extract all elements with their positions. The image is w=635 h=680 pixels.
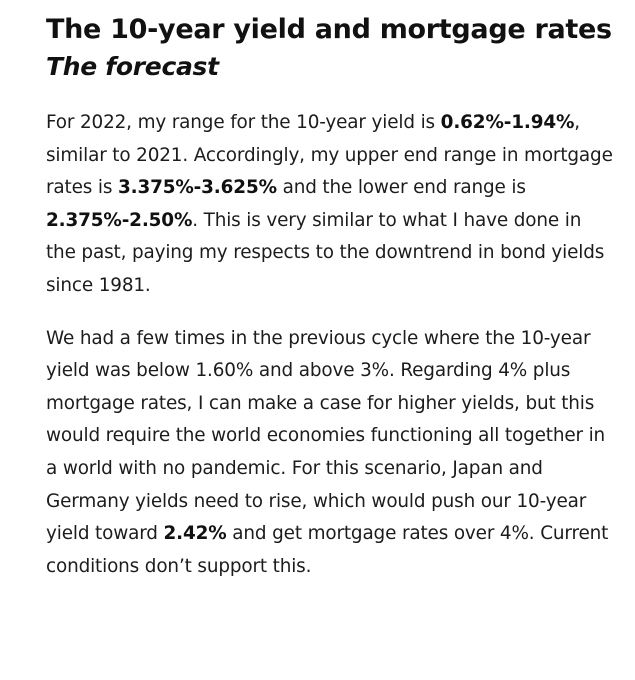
paragraph-text: , similar to 2021. Accordingly, my upper end range in mortgage rates is	[46, 112, 613, 199]
yield-range-highlight: 0.62%-1.94%	[440, 112, 575, 133]
article	[46, 10, 616, 603]
yield-target-highlight: 2.42%	[163, 523, 227, 545]
upper-mortgage-range-highlight: 3.375%-3.625%	[117, 177, 277, 199]
paragraph-text: . This is very similar to what I have done in the past, paying my respects to the downtrend in bond yields since 1981.	[46, 209, 605, 296]
paragraph-text: We had a few times in the previous cycle where the 10-year yield was below 1.60% and above 3%. Regarding 4% plus mortgage rates, I can make a case for higher yields, but this would require the world economies functioning all together in a world with no pandemic. For this scenario, Japan and Germany yields need to rise, which would push our 10-year yield toward	[46, 327, 606, 545]
paragraph-text: and the lower end range is	[276, 177, 526, 199]
paragraph-text: and get mortgage rates over 4%. Current conditions don’t support this.	[46, 523, 609, 577]
paragraph-text: For 2022, my range for the 10-year yield is	[46, 112, 441, 133]
article-subtitle: The forecast	[46, 52, 219, 81]
paragraph-scenario	[46, 323, 616, 584]
paragraph-range-forecast	[46, 107, 616, 303]
lower-mortgage-range-highlight: 2.375%-2.50%	[46, 209, 193, 231]
article-title: The 10-year yield and mortgage rates	[46, 14, 612, 45]
